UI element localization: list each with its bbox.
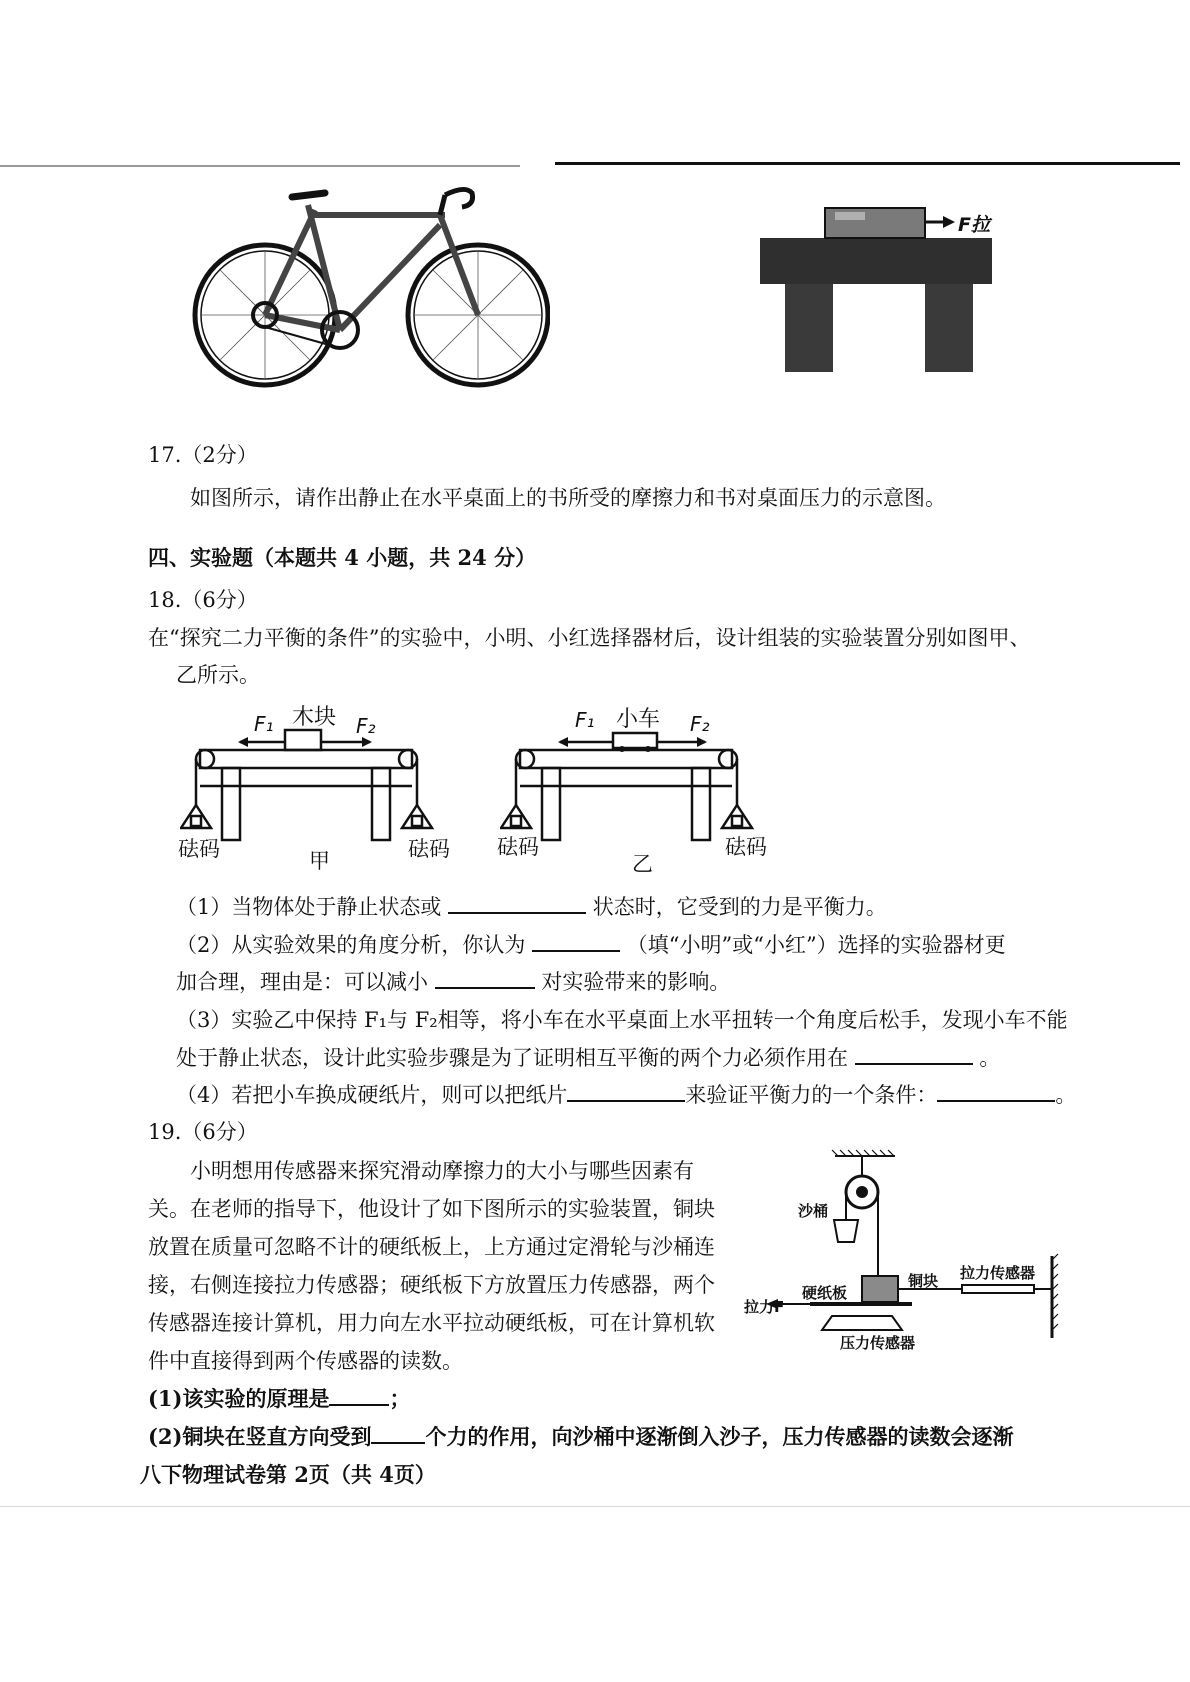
q17-number: 17.（2分） (148, 443, 258, 467)
pressure-sensor-label: 压力传感器 (840, 1334, 916, 1352)
fig-b-weight-right-label: 砝码 (725, 835, 767, 859)
fig-a-weight-right-label: 砝码 (408, 837, 450, 861)
q19-number: 19.（6分） (148, 1120, 258, 1144)
q19-line2: 关。在老师的指导下，他设计了如下图所示的实验装置，铜块 (148, 1197, 715, 1221)
fig-b-f2-label: F₂ (690, 712, 710, 736)
q18-number: 18.（6分） (148, 588, 258, 612)
cardboard-label: 硬纸板 (802, 1284, 848, 1302)
bicycle-figure (190, 185, 550, 400)
q18-part4-text-c: 。 (1055, 1083, 1077, 1107)
fig-b-f1-label: F₁ (575, 708, 595, 732)
fig-b-caption: 乙 (632, 852, 653, 876)
pull-force-f-label: 拉力F (744, 1298, 785, 1316)
q18-part2-text-b: （填“小明”或“小红”）选择的实验器材更 (626, 933, 1006, 957)
q19-sub1-text-b: ； (389, 1386, 411, 1411)
fig-b-weight-left-label: 砝码 (497, 835, 539, 859)
q19-line4: 接，右侧连接拉力传感器；硬纸板下方放置压力传感器，两个 (148, 1273, 715, 1297)
q19-sub1-text-a: (1)该实验的原理是 (148, 1386, 330, 1411)
bottom-divider (0, 1506, 1190, 1507)
q19-sub1 (148, 1384, 410, 1414)
q18-intro-line1: 在“探究二力平衡的条件”的实验中，小明、小红选择器材后，设计组装的实验装置分别如图甲、 (148, 626, 1031, 650)
q18-part1 (176, 892, 887, 922)
q19-sub1-blank[interactable] (329, 1384, 389, 1406)
q19-line5: 传感器连接计算机，用力向左水平拉动硬纸板，可在计算机软 (148, 1311, 715, 1335)
fig-a-block-label: 木块 (292, 705, 337, 730)
q18-part2-blank1[interactable] (532, 930, 620, 952)
q18-part2-line1 (176, 930, 1006, 960)
q18-part2-text-a: （2）从实验效果的角度分析，你认为 (176, 933, 526, 957)
q18-part4 (176, 1080, 1076, 1110)
q19-sensor-apparatus (750, 1148, 1080, 1348)
fig-a-weight-left-label: 砝码 (178, 837, 220, 861)
q18-part3-line1: （3）实验乙中保持 F₁与 F₂相等，将小车在水平桌面上水平扭转一个角度后松手，发现小车不能 (176, 1008, 1068, 1032)
q18-part3-blank[interactable] (855, 1043, 973, 1065)
q18-intro-line2: 乙所示。 (176, 663, 260, 687)
fig-a-caption: 甲 (309, 849, 330, 873)
q19-sub2 (148, 1422, 1013, 1452)
q19-line1: 小明想用传感器来探究滑动摩擦力的大小与哪些因素有 (190, 1159, 694, 1183)
q18-part2-text-c: 加合理，理由是：可以减小 (176, 970, 428, 994)
fig-a-f2-label: F₂ (356, 714, 376, 738)
q18-part4-text-a: （4）若把小车换成硬纸片，则可以把纸片 (176, 1083, 568, 1107)
page-footer: 八下物理试卷第 2页（共 4页） (140, 1462, 436, 1487)
q18-part2-line2 (176, 967, 730, 997)
q18-part1-text-a: （1）当物体处于静止状态或 (176, 895, 442, 919)
copper-block-label: 铜块 (908, 1272, 939, 1290)
fig-b-cart-label: 小车 (616, 707, 661, 732)
q18-part4-blank2[interactable] (937, 1080, 1055, 1102)
section-title: 四、实验题（本题共 4 小题，共 24 分） (148, 545, 537, 570)
fig-a-f1-label: F₁ (254, 712, 274, 736)
q18-part1-blank[interactable] (448, 892, 586, 914)
tension-sensor-label: 拉力传感器 (960, 1264, 1036, 1282)
q19-line6: 件中直接得到两个传感器的读数。 (148, 1349, 463, 1373)
q19-line3: 放置在质量可忽略不计的硬纸板上，上方通过定滑轮与沙桶连 (148, 1235, 715, 1259)
top-divider-right (555, 162, 1180, 165)
q19-sub2-text-a: (2)铜块在竖直方向受到 (148, 1424, 372, 1449)
pull-force-label: F拉 (958, 214, 990, 236)
q19-sub2-blank[interactable] (371, 1422, 425, 1444)
bucket-label: 沙桶 (798, 1202, 829, 1220)
top-divider-left (0, 165, 520, 167)
q18-part1-text-b: 状态时，它受到的力是平衡力。 (592, 895, 887, 919)
q18-part2-blank2[interactable] (435, 967, 535, 989)
q18-part3-text-c: 。 (979, 1046, 1001, 1070)
q18-part4-blank1[interactable] (567, 1080, 685, 1102)
q18-part3-line2 (176, 1043, 1000, 1073)
q17-prompt: 如图所示，请作出静止在水平桌面上的书所受的摩擦力和书对桌面压力的示意图。 (190, 486, 946, 510)
q18-part2-text-d: 对实验带来的影响。 (541, 970, 731, 994)
q19-sub2-text-b: 个力的作用，向沙桶中逐渐倒入沙子，压力传感器的读数会逐渐 (425, 1424, 1014, 1449)
q18-part4-text-b: 来验证平衡力的一个条件： (685, 1083, 938, 1107)
q18-part3-text-b: 处于静止状态，设计此实验步骤是为了证明相互平衡的两个力必须作用在 (176, 1046, 848, 1070)
